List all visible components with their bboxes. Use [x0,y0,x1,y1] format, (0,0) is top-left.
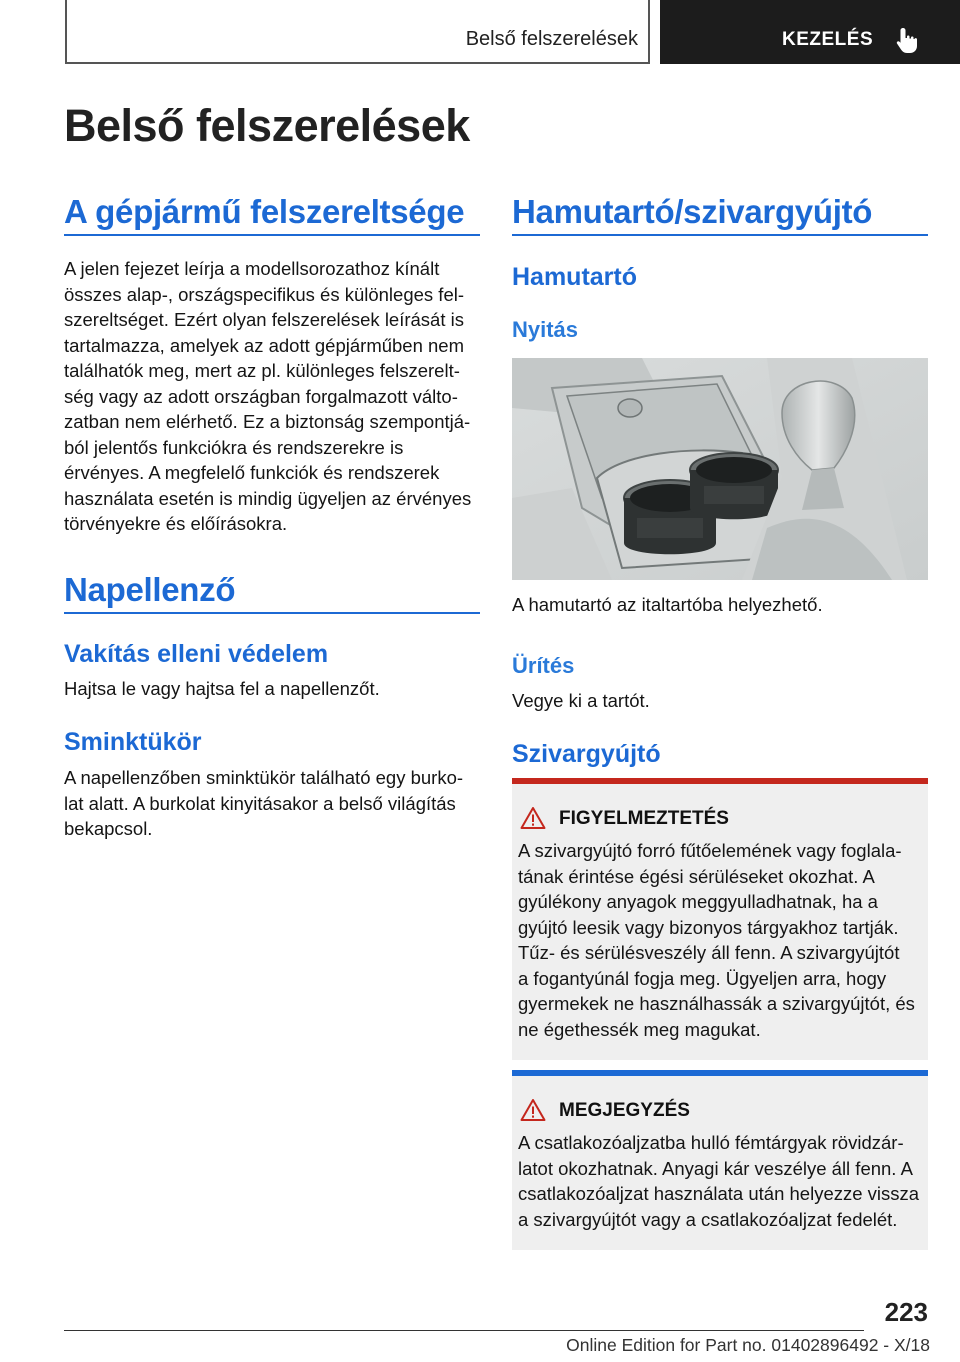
text-line: ség vagy az adott országban forgalmazott válto- [64,385,458,407]
text-line: zatban nem elérhető. Ez a biztonság szempontjá- [64,411,471,432]
page-title: Belső felszerelések [64,100,470,151]
text-line: latot okozhatnak. Anyagi kár veszélye áll fenn. A [518,1157,913,1179]
ashtray-illustration [512,358,928,580]
warning-title: FIGYELMEZTETÉS [559,808,729,829]
text-line: lat alatt. A burkolat kinyitásakor a belső világítás [64,792,456,814]
warning-box [512,778,928,1060]
text-line: gyúlékony anyagok meggyulladhatnak, ha a [518,891,878,912]
text-line: használata esetén is mindig ügyeljen az érvényes [64,487,472,509]
text-line: szereltséget. Ezért olyan felszerelések leírását is [64,309,464,330]
text-line: A napellenzőben sminktükör található egy burko- [64,767,464,788]
text-line: összes alap-, országspecifikus és különleges fel- [64,283,464,305]
text-line: a szivargyújtót vagy a csatlakozóaljzat fedelét. [518,1208,898,1230]
ashtray-caption: A hamutartó az italtartóba helyezhető. [512,594,823,615]
ashtray-lighter-rule [512,234,928,236]
header-tab-label[interactable]: KEZELÉS [782,29,874,50]
text-line: ne égethessék meg magukat. [518,1018,761,1040]
text-line: törvényekre és előírásokra. [64,513,288,534]
warning-bar [512,778,928,784]
text-line: érvényes. A megfelelő funkciók és rendszerek [64,462,440,483]
warning-text [518,838,922,1042]
text-line: gyújtó leesik vagy bizonyos tárgyakhoz tartják. [518,916,899,938]
footer-edition: Online Edition for Part no. 01402896492 - X/18 [566,1335,930,1355]
notice-triangle-icon [520,1098,546,1122]
vanity-mirror-heading: Sminktükör [64,728,202,756]
footer-rule [64,1330,864,1331]
text-line: a fogantyúnál fogja meg. Ügyeljen arra, hogy [518,967,887,989]
notice-text [518,1130,922,1232]
sunvisor-rule [64,612,480,614]
opening-heading: Nyitás [512,317,579,342]
text-line: tartalmazza, amelyek az adott gépjárműben nem [64,334,465,356]
equipment-paragraph [64,256,484,537]
text-line: bekapcsol. [64,818,153,839]
notice-bar [512,1070,928,1076]
text-line: találhatók meg, mert az pl. különleges felszerelt- [64,360,460,381]
ashtray-heading: Hamutartó [512,263,638,291]
notice-title: MEGJEGYZÉS [559,1100,690,1121]
text-line: A csatlakozóaljzatba hulló fémtárgyak rövidzár- [518,1132,904,1153]
hand-pointing-icon [894,26,920,54]
emptying-text: Vegye ki a tartót. [512,690,650,711]
notice-box [512,1070,928,1250]
header-underline [65,62,650,64]
equipment-rule [64,234,480,236]
emptying-heading: Ürítés [512,653,575,678]
vanity-mirror-paragraph [64,765,484,842]
equipment-heading: A gépjármű felszereltsége [64,193,465,230]
text-line: A szivargyújtó forró fűtőelemének vagy foglala- [518,840,902,861]
text-line: A jelen fejezet leírja a modellsorozathoz kínált [64,258,440,279]
text-line: gyermekek ne használhassák a szivargyújtót, és [518,993,915,1014]
warning-triangle-icon [520,806,546,830]
text-line: ból jelentős funkciókra és rendszerekre is [64,436,404,458]
page-number: 223 [884,1297,928,1327]
header-divider-left [65,0,67,64]
header-divider-right [648,0,650,64]
text-line: Tűz- és sérülésveszély áll fenn. A szivargyújtót [518,942,900,963]
ashtray-lighter-heading: Hamutartó/szivargyújtó [512,193,873,230]
sunvisor-heading: Napellenző [64,571,236,608]
cigarette-lighter-heading: Szivargyújtó [512,740,661,768]
glare-protection-heading: Vakítás elleni védelem [64,640,329,668]
header-section-title: Belső felszerelések [465,28,638,50]
glare-protection-text: Hajtsa le vagy hajtsa fel a napellenzőt. [64,678,380,699]
text-line: tának érintése égési sérüléseket okozhat. A [518,865,875,887]
text-line: csatlakozóaljzat használata után helyezze vissza [518,1183,920,1204]
